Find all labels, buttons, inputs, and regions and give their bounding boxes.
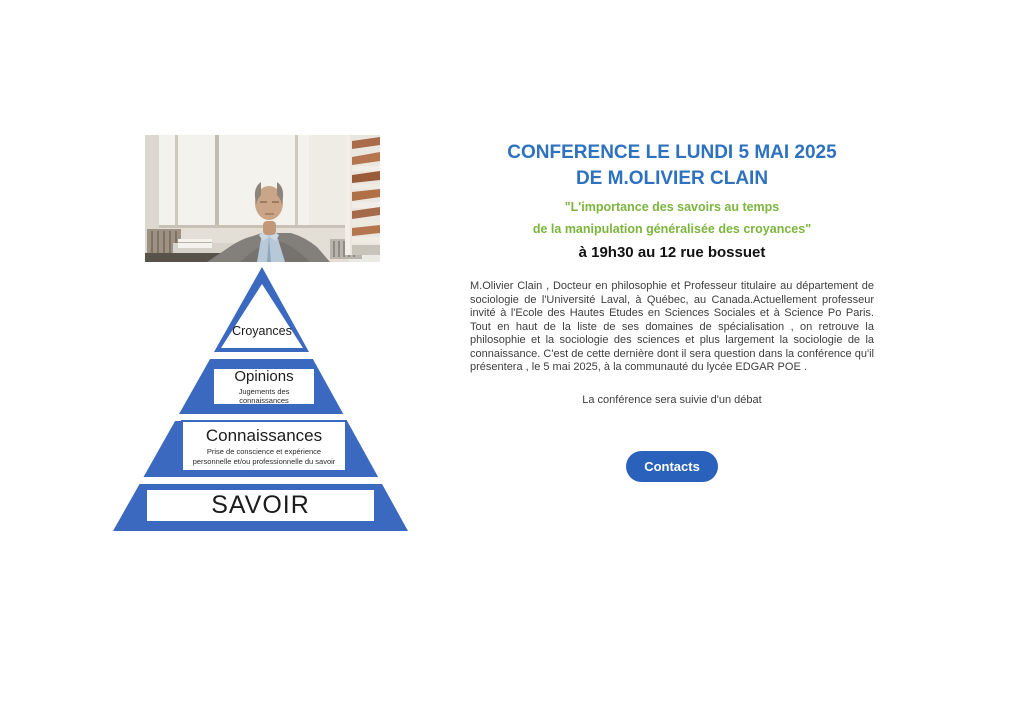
schedule-line: à 19h30 au 12 rue bossuet <box>578 244 766 261</box>
conference-subtitle-line2: de la manipulation généralisée des croyances" <box>532 222 812 236</box>
page-title <box>470 140 874 192</box>
pyramid-level-connaissances-subtitle-line2: personnelle et/ou professionnelle du savoir <box>192 456 336 466</box>
debate-note: La conférence sera suivie d'un débat <box>582 393 762 406</box>
pyramid-level-opinions-title: Opinions <box>234 367 294 385</box>
pyramid-level-opinions-subtitle: Jugements des connaissances <box>238 386 290 405</box>
contacts-button[interactable]: Contacts <box>626 451 718 482</box>
conference-subtitle-line1: "L'importance des savoirs au temps <box>564 200 780 214</box>
knowledge-pyramid <box>110 265 410 535</box>
speaker-photo-art <box>145 135 380 262</box>
pyramid-level-connaissances-title: Connaissances <box>205 426 323 445</box>
pyramid-level-opinions <box>212 367 316 406</box>
pyramid-level-croyances: Croyances <box>232 324 292 338</box>
speaker-photo <box>145 135 380 262</box>
pyramid-level-savoir <box>145 488 376 523</box>
page-title-line2: DE M.OLIVIER CLAIN <box>575 168 769 189</box>
pyramid-level-savoir-title: SAVOIR <box>211 491 310 519</box>
speaker-bio: M.Olivier Clain , Docteur en philosophie et Professeur titulaire au département de sociologie de l'Université Laval, à Québec, au Canada.Actuellement professeur invité à l'Ecole des Hautes Etudes en Sciences Sociales et à Science Po Paris. Tout en haut de la liste de ses domaines de spécialisation , on retrouve la philosophie et la sociologie des sciences et plus largement la sociologie de la connaissance. C'est de cette dernière dont il sera question dans la conférence qu'il présentera , le 5 mai 2025, à la communauté du lycée EDGAR POE . <box>470 280 874 373</box>
pyramid-level-connaissances-subtitle-line1: Prise de conscience et expérience <box>206 447 322 456</box>
conference-details <box>470 140 874 482</box>
conference-subtitle <box>470 196 874 240</box>
pyramid-level-connaissances <box>181 420 347 472</box>
page-title-line1: CONFERENCE LE LUNDI 5 MAI 2025 <box>507 142 837 163</box>
